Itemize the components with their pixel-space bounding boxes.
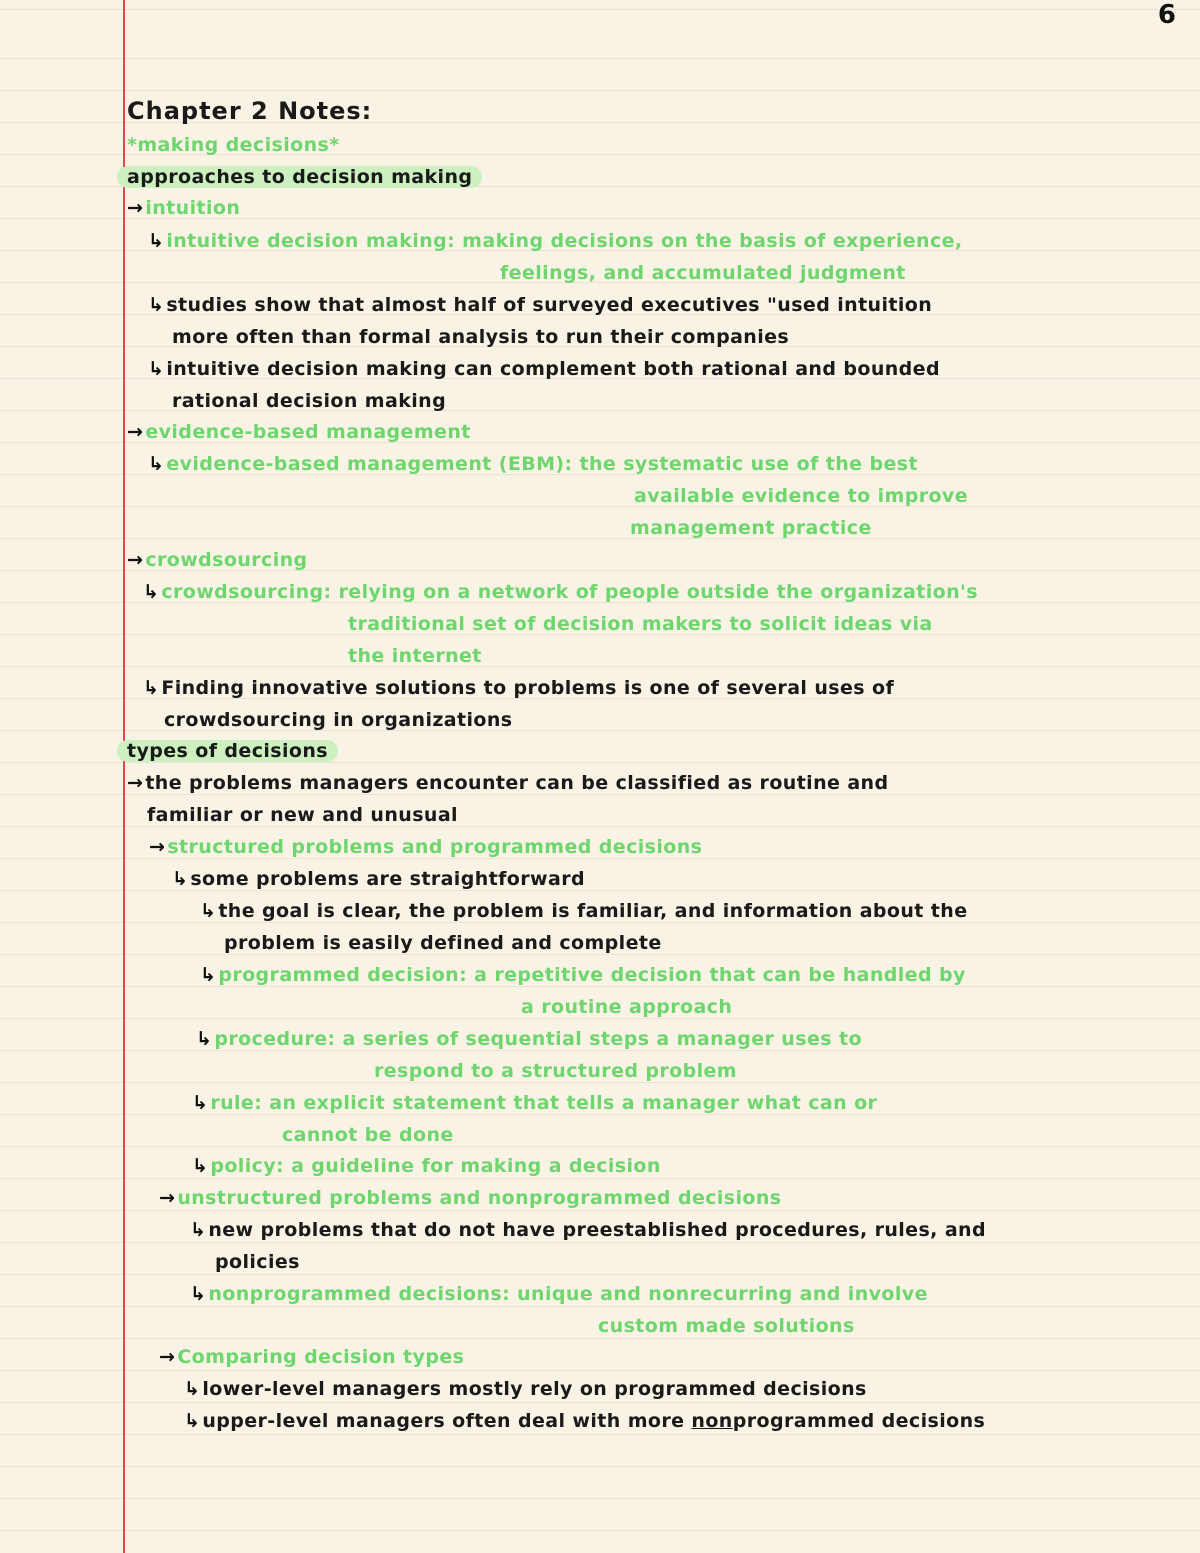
note-line: ↳ crowdsourcing: relying on a network of people outside the organization's xyxy=(143,577,978,607)
hook-arrow-icon: ↳ xyxy=(148,453,165,475)
note-line: ↳ intuitive decision making: making decisions on the basis of experience, xyxy=(148,226,963,256)
note-line: ↳ the goal is clear, the problem is familiar, and information about the xyxy=(200,896,968,926)
hook-arrow-icon: ↳ xyxy=(190,1219,207,1241)
right-arrow-icon: → xyxy=(159,1187,176,1209)
hook-arrow-icon: ↳ xyxy=(200,900,217,922)
note-line: cannot be done xyxy=(282,1124,454,1146)
note-line: the internet xyxy=(348,645,482,667)
note-line: → crowdsourcing xyxy=(127,545,308,575)
note-line: traditional set of decision makers to solicit ideas via xyxy=(348,613,933,635)
right-arrow-icon: → xyxy=(127,197,144,219)
right-arrow-icon: → xyxy=(127,421,144,443)
note-line: → unstructured problems and nonprogrammed decisions xyxy=(159,1183,782,1213)
hook-arrow-icon: ↳ xyxy=(184,1410,201,1432)
note-line: ↳ some problems are straightforward xyxy=(172,864,585,894)
hook-arrow-icon: ↳ xyxy=(148,230,165,252)
note-line: ↳ upper-level managers often deal with more nonprogrammed decisions xyxy=(184,1406,985,1436)
highlighted-topic: types of decisions xyxy=(117,740,338,762)
note-line: crowdsourcing in organizations xyxy=(164,709,513,731)
note-line: ↳ lower-level managers mostly rely on programmed decisions xyxy=(184,1374,867,1404)
topic-heading xyxy=(127,162,482,192)
note-line: more often than formal analysis to run their companies xyxy=(172,326,790,348)
note-line: rational decision making xyxy=(172,390,447,412)
note-line: ↳ nonprogrammed decisions: unique and nonrecurring and involve xyxy=(190,1279,928,1309)
page-number: 6 xyxy=(1157,0,1176,30)
hook-arrow-icon: ↳ xyxy=(192,1092,209,1114)
note-line: → intuition xyxy=(127,193,240,223)
note-line: management practice xyxy=(630,517,872,539)
note-line: familiar or new and unusual xyxy=(147,804,458,826)
note-line: problem is easily defined and complete xyxy=(224,932,662,954)
note-line: ↳ intuitive decision making can complement both rational and bounded xyxy=(148,354,940,384)
right-arrow-icon: → xyxy=(127,549,144,571)
topic-heading xyxy=(127,736,338,766)
note-line: ↳ new problems that do not have preestablished procedures, rules, and xyxy=(190,1215,986,1245)
note-line: respond to a structured problem xyxy=(374,1060,737,1082)
right-arrow-icon: → xyxy=(127,772,144,794)
note-line: → Comparing decision types xyxy=(159,1342,464,1372)
hook-arrow-icon: ↳ xyxy=(148,294,165,316)
hook-arrow-icon: ↳ xyxy=(172,868,189,890)
right-arrow-icon: → xyxy=(149,836,166,858)
hook-arrow-icon: ↳ xyxy=(143,677,160,699)
hook-arrow-icon: ↳ xyxy=(196,1028,213,1050)
note-line: ↳ rule: an explicit statement that tells a manager what can or xyxy=(192,1088,877,1118)
note-line: → the problems managers encounter can be classified as routine and xyxy=(127,768,888,798)
hook-arrow-icon: ↳ xyxy=(200,964,217,986)
note-line: ↳ studies show that almost half of surveyed executives "used intuition xyxy=(148,290,932,320)
hook-arrow-icon: ↳ xyxy=(143,581,160,603)
note-line: ↳ programmed decision: a repetitive decision that can be handled by xyxy=(200,960,966,990)
hook-arrow-icon: ↳ xyxy=(184,1378,201,1400)
highlighted-topic: approaches to decision making xyxy=(117,166,482,188)
note-line: feelings, and accumulated judgment xyxy=(500,262,906,284)
underlined-prefix: non xyxy=(691,1410,733,1432)
note-line: ↳ policy: a guideline for making a decision xyxy=(192,1151,661,1181)
hook-arrow-icon: ↳ xyxy=(148,358,165,380)
note-line: a routine approach xyxy=(521,996,733,1018)
notes-title: Chapter 2 Notes: xyxy=(127,97,373,125)
hook-arrow-icon: ↳ xyxy=(190,1283,207,1305)
note-line: → structured problems and programmed decisions xyxy=(149,832,702,862)
note-line: available evidence to improve xyxy=(634,485,969,507)
right-arrow-icon: → xyxy=(159,1346,176,1368)
note-line: custom made solutions xyxy=(598,1315,855,1337)
margin-line xyxy=(123,0,125,1553)
note-line: → evidence-based management xyxy=(127,417,471,447)
note-line: ↳ Finding innovative solutions to problems is one of several uses of xyxy=(143,673,894,703)
note-line: ↳ evidence-based management (EBM): the systematic use of the best xyxy=(148,449,918,479)
note-line: policies xyxy=(215,1251,300,1273)
note-line: ↳ procedure: a series of sequential steps a manager uses to xyxy=(196,1024,862,1054)
hook-arrow-icon: ↳ xyxy=(192,1155,209,1177)
section-heading: *making decisions* xyxy=(127,134,340,156)
